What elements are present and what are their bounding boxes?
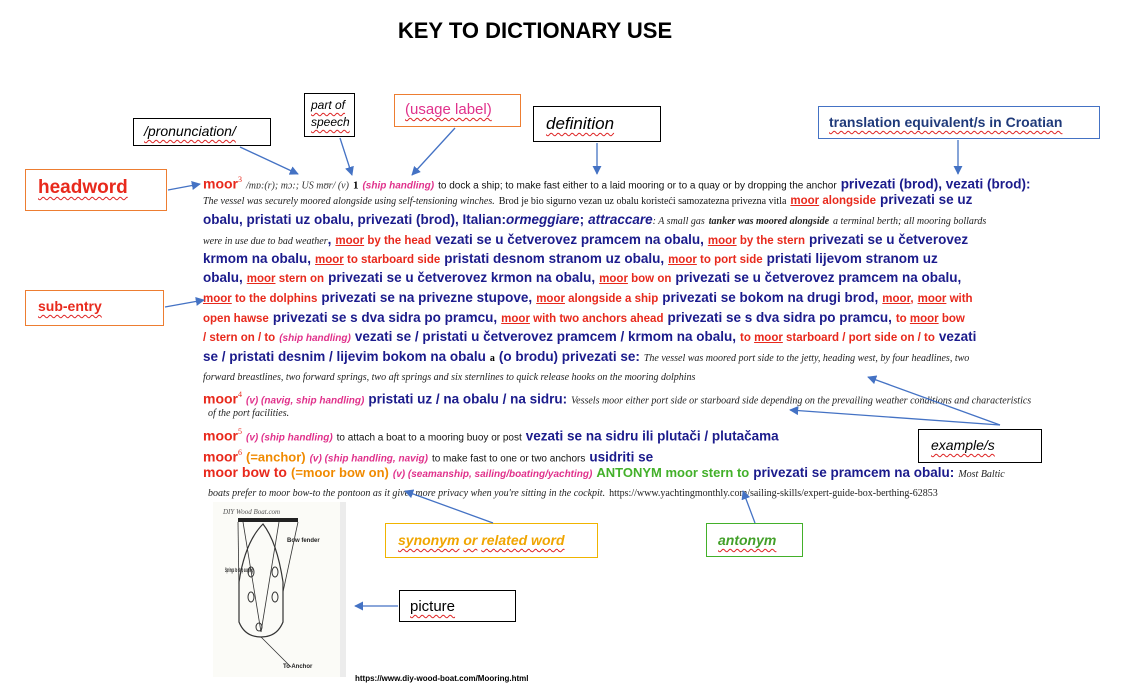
translation: privezati se u četverovez krmon na obalu, (328, 270, 596, 285)
synonym: (=moor bow on) (291, 465, 389, 480)
translation: usidriti se (589, 449, 654, 465)
translation: pristati desnom stranom uz obalu, (444, 251, 665, 266)
example: Vessels moor either port side or starboard side depending on the prevailing weather conditions and characteristics (571, 395, 1032, 407)
sense-marker: a (489, 353, 495, 364)
headword: moor bow to (203, 464, 287, 480)
example: boats prefer to moor bow-to the pontoon as it gives more privacy when you're sitting in the cockpit. (208, 488, 606, 499)
sub-entry-text: starboard / port side on / to (786, 332, 935, 344)
sub-entry-text: stern on (278, 273, 325, 285)
sub-entry-moor: moor (668, 254, 697, 266)
sub-entry-text: to (895, 313, 907, 325)
bow-fender-label: Bow fender (287, 538, 320, 544)
arrow-sub-entry (165, 300, 204, 307)
callout-pos-line2: speech (311, 115, 350, 129)
example: were in use due to bad weather (203, 236, 328, 247)
picture-brand: DIY Wood Boat.com (223, 508, 281, 516)
homograph-number: 3 (238, 175, 242, 184)
callout-antonym-text: antonym (718, 532, 777, 548)
headword: moor (203, 175, 238, 192)
sub-entry-text: , (910, 293, 914, 305)
definition: to attach a boat to a mooring buoy or post (336, 432, 522, 444)
translation: privezati (brod), vezati (brod): (840, 176, 1031, 192)
homograph-number: 4 (238, 390, 242, 399)
sense-number: 1 (352, 179, 359, 192)
callout-sub-entry-text: sub-entry (38, 298, 102, 314)
sub-entry-text: open hawse (203, 313, 269, 325)
sub-entry-text: bow (941, 313, 965, 325)
separator: , (327, 232, 332, 247)
sub-entry-text: alongside (822, 195, 877, 207)
translation: privezati se u četverovez (809, 232, 969, 247)
arrow-synonym (405, 491, 493, 523)
translation: privezati se s dva sidra po pramcu, (667, 310, 892, 325)
sub-entry-moor: moor (203, 293, 232, 305)
homograph-number: 5 (238, 427, 242, 436)
sub-entry-text: by the head (367, 235, 432, 247)
translation: vezati se / pristati u četverovez pramcem / krmom na obalu, (354, 329, 737, 344)
usage-label: (ship handling) (279, 333, 351, 344)
sub-entry-moor: moor (599, 273, 628, 285)
definition: to dock a ship; to make fast either to a laid mooring or to a quay or by dropping the anchor (438, 180, 837, 192)
sub-entry-text: to (740, 332, 751, 344)
callout-picture-text: picture (410, 598, 456, 615)
translation: vezati se na sidru ili plutači / plutačama (525, 428, 779, 444)
arrow-pronunciation (240, 147, 298, 174)
page-title: KEY TO DICTIONARY USE (397, 18, 673, 43)
example: : A small gas (652, 216, 705, 227)
arrow-headword (168, 184, 200, 190)
sub-entry-moor: moor (707, 235, 737, 247)
sub-entry-moor: moor (917, 293, 947, 305)
callout-usage-label-text: (usage label) (405, 101, 492, 118)
sub-entry-moor: moor (501, 313, 530, 325)
arrow-example (790, 410, 1000, 425)
antonym: ANTONYM moor stern to (596, 465, 750, 480)
translation: vezati (938, 329, 977, 344)
sub-entry-moor: moor (909, 313, 939, 325)
italian-term: attraccare (588, 212, 653, 227)
usage-label: (v) (navig, ship handling) (246, 395, 365, 407)
headword: moor (203, 427, 238, 444)
homograph-number: 6 (238, 448, 242, 457)
definition: to make fast to one or two anchors (431, 453, 586, 465)
translation: privezati se u četverovez pramcem na obalu, (675, 270, 962, 285)
example: The vessel was moored port side to the jetty, heading west, by four headlines, two (643, 353, 970, 364)
sub-entry-text: alongside a ship (568, 293, 659, 305)
sub-entry-text: with (949, 293, 973, 305)
translation: obalu, (203, 270, 243, 285)
callout-definition-text: definition (546, 114, 615, 133)
example: The vessel was securely moored alongside using self-tensioning winches. (203, 196, 495, 207)
callout-translation-text: translation equivalent/s in Croatian (829, 114, 1063, 130)
translation: privezati se pramcem na obalu: (753, 465, 955, 480)
translation: pristati uz / na obalu / na sidru: (368, 391, 568, 407)
usage-label: (ship handling) (362, 180, 435, 192)
example: forward breastlines, two forward springs, two aft springs and six sternlines to quick release hooks on the mooring dolphins (203, 372, 696, 383)
callout-synonym-b: related word (481, 532, 565, 548)
translation: pristati lijevom stranom uz (766, 251, 938, 266)
example-translation: Brod je bio sigurno vezan uz obalu koristeći samozatezna privezna vitla (498, 196, 787, 207)
callout-synonym-a: synonym (398, 532, 460, 548)
translation: privezati se s dva sidra po pramcu, (272, 310, 498, 325)
translation: krmom na obalu, (203, 251, 312, 266)
arrow-part-of-speech (340, 138, 352, 175)
translation: obalu, pristati uz obalu, privezati (brod), Italian: (203, 212, 507, 227)
example: of the port facilities. (208, 408, 290, 419)
italian-term: ormeggiare (506, 212, 580, 227)
to-anchor-label: To Anchor (283, 664, 313, 670)
sub-entry-moor: moor (315, 254, 344, 266)
sub-entry-moor: moor (790, 195, 820, 207)
callout-synonym-or: or (463, 532, 478, 548)
sub-entry-moor: moor (536, 293, 565, 305)
source-url: https://www.yachtingmonthly.com/sailing-skills/expert-guide-box-berthing-62853 (609, 488, 938, 499)
translation: privezati se na privezne stupove, (321, 290, 533, 305)
sub-entry-text: to port side (700, 254, 763, 266)
callout-example-text: example/s (931, 437, 995, 453)
sub-entry-moor: moor (335, 235, 365, 247)
translation: privezati se bokom na drugi brod, (662, 290, 879, 305)
arrow-usage-label (412, 128, 455, 175)
sub-entry-text: with two anchors ahead (533, 313, 664, 325)
arrow-example (868, 377, 1000, 425)
arrow-antonym (743, 491, 755, 523)
sub-entry-text: / stern on / to (203, 332, 276, 344)
headword: moor (203, 448, 238, 465)
example: a terminal berth; all mooring bollards (833, 216, 987, 227)
usage-label: (v) (seamanship, sailing/boating/yachting) (392, 469, 593, 480)
sub-entry-text: to the dolphins (234, 293, 318, 305)
headword: moor (203, 390, 238, 407)
callout-headword-text: headword (38, 177, 128, 198)
pronunciation: /mɒ:(r); mɔ:; US mʊr/ (v) (246, 180, 349, 192)
callout-pos-line1: part of (311, 98, 346, 112)
picture-source-url: https://www.diy-wood-boat.com/Mooring.html (355, 674, 529, 683)
springs-label: Springs to stop surging (225, 568, 254, 574)
sub-entry-moor: moor (882, 293, 911, 305)
translation: se / pristati desnim / lijevim bokom na obalu (203, 349, 486, 364)
sub-entry-text: bow on (631, 273, 672, 285)
separator: ; (579, 212, 585, 227)
usage-label: (v) (ship handling, navig) (309, 453, 428, 465)
callout-pronunciation-text: /pronunciation/ (144, 123, 236, 139)
sub-entry-text: to starboard side (346, 254, 441, 266)
translation: vezati se u četverovez pramcem na obalu, (435, 232, 704, 247)
usage-label: (v) (ship handling) (246, 432, 333, 444)
translation: (o brodu) privezati se: (498, 349, 640, 364)
example-highlight: tanker was moored alongside (708, 216, 830, 227)
translation: privezati se uz (880, 192, 973, 207)
example: Most Baltic (958, 469, 1005, 480)
sub-entry-moor: moor (754, 332, 783, 344)
sub-entry-moor: moor (246, 273, 276, 285)
synonym: (=anchor) (246, 449, 306, 465)
sub-entry-text: by the stern (739, 235, 805, 247)
